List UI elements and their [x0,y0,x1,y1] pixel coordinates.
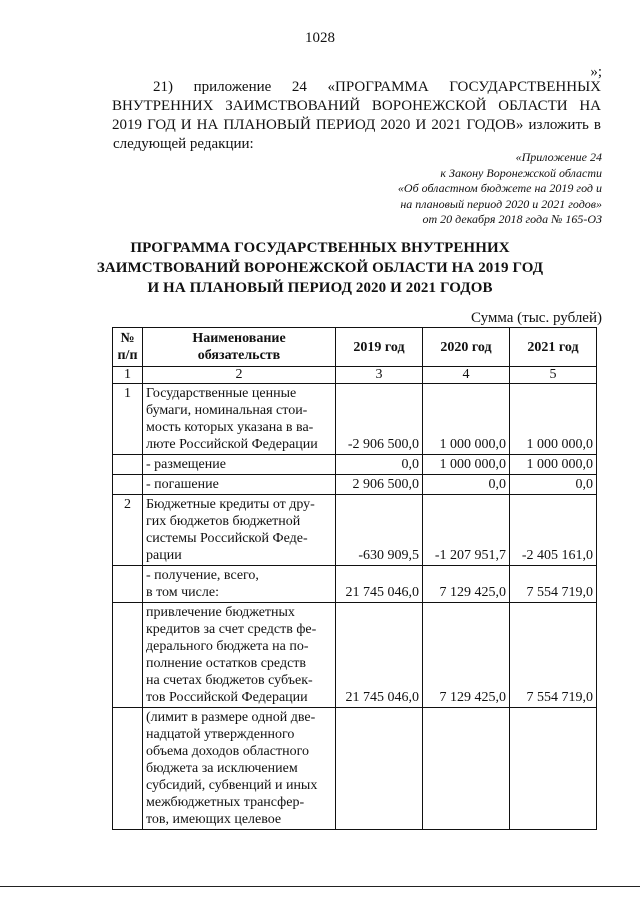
amount-cell-2020: 7 129 425,0 [423,603,510,708]
title-line-1: ПРОГРАММА ГОСУДАРСТВЕННЫХ ВНУТРЕННИХ [130,240,510,256]
obligation-name-line: Бюджетные кредиты от дру- [146,497,315,512]
header-name [143,328,336,367]
borrowing-table [112,327,597,830]
obligation-name-line: дерального бюджета на по- [146,639,309,654]
amount-cell-2019 [336,708,423,830]
obligation-name-line: привлечение бюджетных [146,605,295,620]
amount-cell-2019: 2 906 500,0 [336,475,423,495]
amendment-paragraph [113,78,601,154]
amount-cell-2021 [510,708,597,830]
obligation-name-line: субсидий, субвенций и иных [146,778,318,793]
obligation-name-line: в том числе: [146,585,219,600]
index-cell: 5 [510,367,597,384]
obligation-name-line: мость которых указана в ва- [146,420,314,435]
index-cell: 4 [423,367,510,384]
annex-line-1: «Приложение 24 [515,150,602,164]
paragraph-line-3: 2019 ГОД И НА ПЛАНОВЫЙ ПЕРИОД 2020 И 2021 ГОДОВ» изложить в [112,117,601,133]
amount-cell-2019: -2 906 500,0 [336,384,423,455]
header-name-line-2: обязательств [197,348,281,363]
obligation-name-line: Государственные ценные [146,386,297,401]
annex-line-3: «Об областном бюджете на 2019 год и [397,181,602,195]
obligation-name-cell [143,384,336,455]
obligation-name-line: (лимит в размере одной две- [146,710,316,725]
obligation-name-cell [143,455,336,475]
amount-cell-2019: 21 745 046,0 [336,603,423,708]
paragraph-line-2: ВНУТРЕННИХ ЗАИМСТВОВАНИЙ ВОРОНЕЖСКОЙ ОБЛАСТИ НА [112,98,601,114]
title-line-2: ЗАИМСТВОВАНИЙ ВОРОНЕЖСКОЙ ОБЛАСТИ НА 2019 ГОД [96,260,544,276]
row-number-cell [113,708,143,830]
header-row [113,328,597,367]
amount-cell-2021: 7 554 719,0 [510,603,597,708]
obligation-name-line: тов Российской Федерации [146,690,308,705]
table-row [113,495,597,566]
amount-cell-2020: -1 207 951,7 [423,495,510,566]
annex-line-5: от 20 декабря 2018 года № 165-ОЗ [422,212,602,226]
obligation-name-line: тов, имеющих целевое [146,812,282,827]
row-number-cell [113,566,143,603]
obligation-name-line: бюджета за исключением [146,761,298,776]
row-number-cell [113,603,143,708]
obligation-name-line: надцатой утвержденного [146,727,295,742]
table-row [113,603,597,708]
obligation-name-line: системы Российской Феде- [146,531,308,546]
sum-unit-label: Сумма (тыс. рублей) [470,310,602,326]
header-num-line-2: п/п [117,348,138,363]
page-bottom-rule [0,886,640,887]
amount-cell-2020: 1 000 000,0 [423,384,510,455]
obligation-name-line: - погашение [146,477,219,492]
table-row [113,384,597,455]
obligation-name-line: межбюджетных трансфер- [146,795,305,810]
obligation-name-line: объема доходов областного [146,744,309,759]
header-2020: 2020 год [423,328,510,367]
header-num [113,328,143,367]
header-2021: 2021 год [510,328,597,367]
amount-cell-2021: 7 554 719,0 [510,566,597,603]
row-number-cell: 2 [113,495,143,566]
annex-line-2: к Закону Воронежской области [440,165,602,180]
obligation-name-cell [143,495,336,566]
table-row [113,708,597,830]
header-num-line-1: № [120,331,135,346]
obligation-name-line: гих бюджетов бюджетной [146,514,301,529]
obligation-name-line: кредитов за счет средств фе- [146,622,317,637]
header-2019: 2019 год [336,328,423,367]
amount-cell-2020: 7 129 425,0 [423,566,510,603]
row-number-cell [113,475,143,495]
paragraph-line-4: следующей редакции: [113,136,254,152]
closing-mark: »; [590,64,602,80]
amount-cell-2020 [423,708,510,830]
amount-cell-2019: 0,0 [336,455,423,475]
annex-line-4: на плановый период 2020 и 2021 годов» [400,196,602,211]
obligation-name-line: бумаги, номинальная стои- [146,403,308,418]
header-name-line-1: Наименование [192,331,286,346]
amount-cell-2021: 0,0 [510,475,597,495]
amount-cell-2020: 1 000 000,0 [423,455,510,475]
page-number: 1028 [305,30,335,46]
column-index-row [113,367,597,384]
index-cell: 1 [113,367,143,384]
index-cell: 3 [336,367,423,384]
amount-cell-2021: -2 405 161,0 [510,495,597,566]
document-title [0,238,640,298]
obligation-name-line: на счетах бюджетов субъек- [146,673,313,688]
obligation-name-line: люте Российской Федерации [146,437,318,452]
table-row [113,455,597,475]
amount-cell-2019: -630 909,5 [336,495,423,566]
obligation-name-line: - размещение [146,457,226,472]
obligation-name-cell [143,566,336,603]
index-cell: 2 [143,367,336,384]
obligation-name-line: полнение остатков средств [146,656,307,671]
obligation-name-cell [143,475,336,495]
amount-cell-2020: 0,0 [423,475,510,495]
obligation-name-line: - получение, всего, [146,568,259,583]
obligation-name-line: рации [146,548,182,563]
table-row [113,566,597,603]
obligation-name-cell [143,603,336,708]
row-number-cell [113,455,143,475]
title-line-3: И НА ПЛАНОВЫЙ ПЕРИОД 2020 И 2021 ГОДОВ [147,280,493,296]
amount-cell-2021: 1 000 000,0 [510,384,597,455]
table-row [113,475,597,495]
obligation-name-cell [143,708,336,830]
amount-cell-2019: 21 745 046,0 [336,566,423,603]
amount-cell-2021: 1 000 000,0 [510,455,597,475]
row-number-cell: 1 [113,384,143,455]
annex-reference [398,150,602,228]
paragraph-line-1: 21) приложение 24 «ПРОГРАММА ГОСУДАРСТВЕННЫХ [153,79,601,95]
